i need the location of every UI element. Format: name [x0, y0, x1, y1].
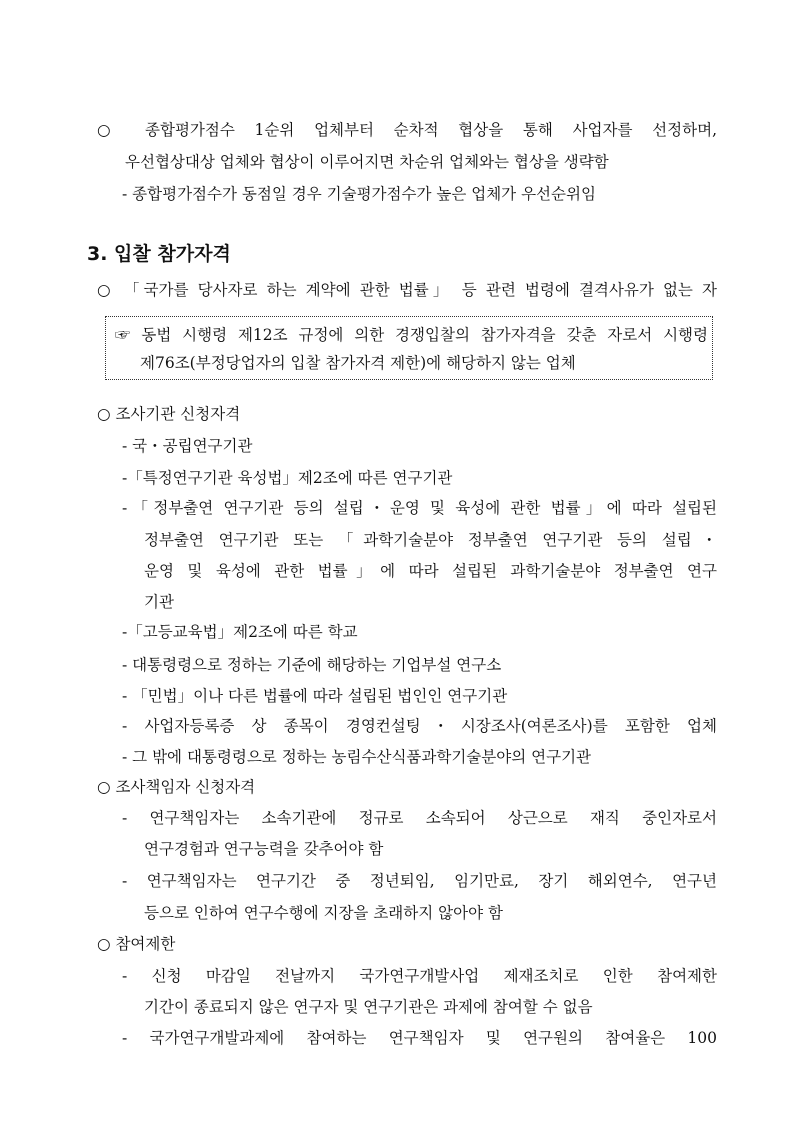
list-item: - 연구책임자는 연구기간 중 정년퇴임, 임기만료, 장기 해외연수, 연구년 — [122, 872, 717, 890]
intro-line-2: 우선협상대상 업체와 협상이 이루어지면 차순위 업체와는 협상을 생략함 — [125, 153, 609, 171]
list-item: - 대통령령으로 정하는 기준에 해당하는 기업부설 연구소 — [122, 656, 502, 674]
list-item: 기관 — [144, 593, 174, 611]
list-item: - 국가연구개발과제에 참여하는 연구책임자 및 연구원의 참여율은 100 — [122, 1029, 717, 1047]
list-item: 정부출연 연구기관 또는 「과학기술분야 정부출연 연구기관 등의 설립・ — [144, 531, 717, 549]
list-item: - 사업자등록증 상 종목이 경영컨설팅・시장조사(여론조사)를 포함한 업체 — [122, 717, 717, 735]
eligibility-item-3: ○ 조사책임자 신청자격 — [97, 778, 256, 796]
list-item: - 그 밖에 대통령령으로 정하는 농림수산식품과학기술분야의 연구기관 — [122, 748, 592, 766]
list-item: -「특정연구기관 육성법」제2조에 따른 연구기관 — [122, 469, 453, 487]
section-heading: 3. 입찰 참가자격 — [87, 243, 231, 265]
list-item: - 연구책임자는 소속기관에 정규로 소속되어 상근으로 재직 중인자로서 — [122, 809, 717, 827]
list-item: -「정부출연 연구기관 등의 설립・운영 및 육성에 관한 법률」에 따라 설립된 — [122, 499, 717, 517]
list-item: - 신청 마감일 전날까지 국가연구개발사업 제재조치로 인한 참여제한 — [122, 967, 717, 985]
eligibility-item-2: ○ 조사기관 신청자격 — [97, 405, 241, 423]
intro-line-1: ○ 종합평가점수 1순위 업체부터 순차적 협상을 통해 사업자를 선정하며, — [97, 121, 717, 139]
list-item: - 「민법」이나 다른 법률에 따라 설립된 법인인 연구기관 — [122, 687, 508, 705]
list-item: 연구경험과 연구능력을 갖추어야 함 — [144, 840, 384, 858]
list-item: 기간이 종료되지 않은 연구자 및 연구기관은 과제에 참여할 수 없음 — [144, 998, 593, 1016]
eligibility-item-4: ○ 참여제한 — [97, 935, 176, 953]
note-line-2: 제76조(부정당업자의 입찰 참가자격 제한)에 해당하지 않는 업체 — [140, 354, 576, 372]
list-item: - 국・공립연구기관 — [122, 437, 253, 455]
list-item: 등으로 인하여 연구수행에 지장을 초래하지 않아야 함 — [144, 904, 503, 922]
eligibility-item-1: ○ 「국가를 당사자로 하는 계약에 관한 법률」 등 관련 법령에 결격사유가 없는 자 — [97, 281, 717, 299]
intro-line-3: - 종합평가점수가 동점일 경우 기술평가점수가 높은 업체가 우선순위임 — [122, 185, 596, 203]
list-item: -「고등교육법」제2조에 따른 학교 — [122, 623, 358, 641]
list-item: 운영 및 육성에 관한 법률」에 따라 설립된 과학기술분야 정부출연 연구 — [144, 562, 717, 580]
note-line-1: ☞ 동법 시행령 제12조 규정에 의한 경쟁입찰의 참가자격을 갖춘 자로서 시행령 — [115, 326, 708, 344]
